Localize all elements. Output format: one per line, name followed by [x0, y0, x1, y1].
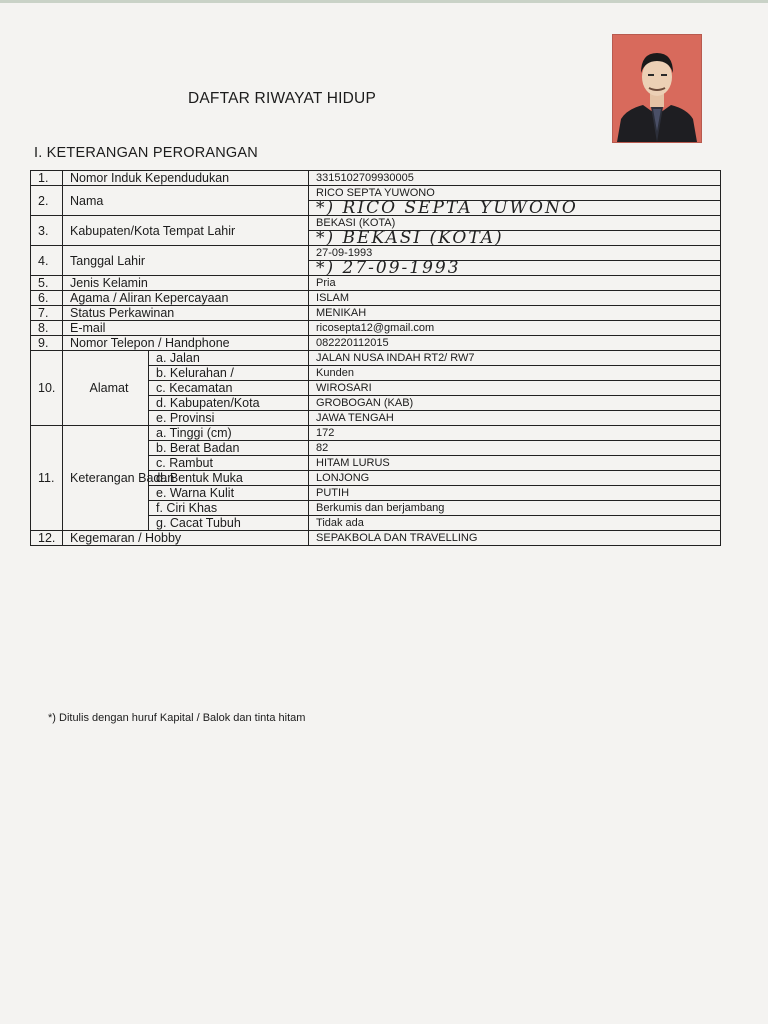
field-label: Alamat	[63, 351, 149, 426]
row-number: 1.	[31, 171, 63, 186]
field-value: BEKASI (KOTA)	[309, 216, 721, 231]
table-row	[31, 351, 721, 366]
field-value: Pria	[309, 276, 721, 291]
subfield-label: b. Berat Badan	[149, 441, 309, 456]
field-value: SEPAKBOLA DAN TRAVELLING	[309, 531, 721, 546]
subfield-value: JAWA TENGAH	[309, 411, 721, 426]
row-number: 3.	[31, 216, 63, 246]
field-label: Nomor Induk Kependudukan	[63, 171, 309, 186]
table-row	[31, 426, 721, 441]
subfield-value: GROBOGAN (KAB)	[309, 396, 721, 411]
field-label: Status Perkawinan	[63, 306, 309, 321]
handwritten-value: *) BEKASI (KOTA)	[309, 231, 721, 246]
table-row	[31, 171, 721, 186]
field-label: Nama	[63, 186, 309, 216]
subfield-label: a. Jalan	[149, 351, 309, 366]
table-row	[31, 306, 721, 321]
section-title: I. KETERANGAN PERORANGAN	[34, 145, 258, 161]
subfield-label: c. Rambut	[149, 456, 309, 471]
subfield-value: PUTIH	[309, 486, 721, 501]
row-number: 2.	[31, 186, 63, 216]
subfield-label: e. Warna Kulit	[149, 486, 309, 501]
subfield-value: 172	[309, 426, 721, 441]
table-row	[31, 531, 721, 546]
field-value: 3315102709930005	[309, 171, 721, 186]
row-number: 5.	[31, 276, 63, 291]
scan-edge	[0, 0, 768, 3]
field-value: 082220112015	[309, 336, 721, 351]
subfield-value: WIROSARI	[309, 381, 721, 396]
subfield-label: a. Tinggi (cm)	[149, 426, 309, 441]
subfield-value: JALAN NUSA INDAH RT2/ RW7	[309, 351, 721, 366]
row-number: 8.	[31, 321, 63, 336]
row-number: 11.	[31, 426, 63, 531]
field-label: Agama / Aliran Kepercayaan	[63, 291, 309, 306]
handwritten-value: *) RICO SEPTA YUWONO	[309, 201, 721, 216]
field-value: MENIKAH	[309, 306, 721, 321]
row-number: 4.	[31, 246, 63, 276]
field-value: ISLAM	[309, 291, 721, 306]
table-row	[31, 291, 721, 306]
field-label: Keterangan Badan	[63, 426, 149, 531]
personal-info-table	[30, 170, 721, 546]
profile-photo	[612, 34, 702, 143]
handwritten-value: *) 27-09-1993	[309, 261, 721, 276]
field-value: 27-09-1993	[309, 246, 721, 261]
row-number: 12.	[31, 531, 63, 546]
field-label: E-mail	[63, 321, 309, 336]
field-label: Tanggal Lahir	[63, 246, 309, 276]
field-label: Kegemaran / Hobby	[63, 531, 309, 546]
row-number: 6.	[31, 291, 63, 306]
subfield-label: b. Kelurahan /	[149, 366, 309, 381]
subfield-label: g. Cacat Tubuh	[149, 516, 309, 531]
subfield-label: e. Provinsi	[149, 411, 309, 426]
subfield-value: HITAM LURUS	[309, 456, 721, 471]
row-number: 10.	[31, 351, 63, 426]
row-number: 7.	[31, 306, 63, 321]
field-label: Jenis Kelamin	[63, 276, 309, 291]
row-number: 9.	[31, 336, 63, 351]
subfield-value: 82	[309, 441, 721, 456]
field-label: Nomor Telepon / Handphone	[63, 336, 309, 351]
subfield-value: LONJONG	[309, 471, 721, 486]
footnote: *) Ditulis dengan huruf Kapital / Balok dan tinta hitam	[48, 712, 306, 724]
document-title: DAFTAR RIWAYAT HIDUP	[188, 90, 376, 107]
subfield-value: Kunden	[309, 366, 721, 381]
subfield-label: c. Kecamatan	[149, 381, 309, 396]
table-row	[31, 336, 721, 351]
field-value: RICO SEPTA YUWONO	[309, 186, 721, 201]
subfield-label: d. Bentuk Muka	[149, 471, 309, 486]
field-label: Kabupaten/Kota Tempat Lahir	[63, 216, 309, 246]
subfield-value: Tidak ada	[309, 516, 721, 531]
table-row	[31, 321, 721, 336]
field-value: ricosepta12@gmail.com	[309, 321, 721, 336]
subfield-label: f. Ciri Khas	[149, 501, 309, 516]
subfield-label: d. Kabupaten/Kota	[149, 396, 309, 411]
subfield-value: Berkumis dan berjambang	[309, 501, 721, 516]
